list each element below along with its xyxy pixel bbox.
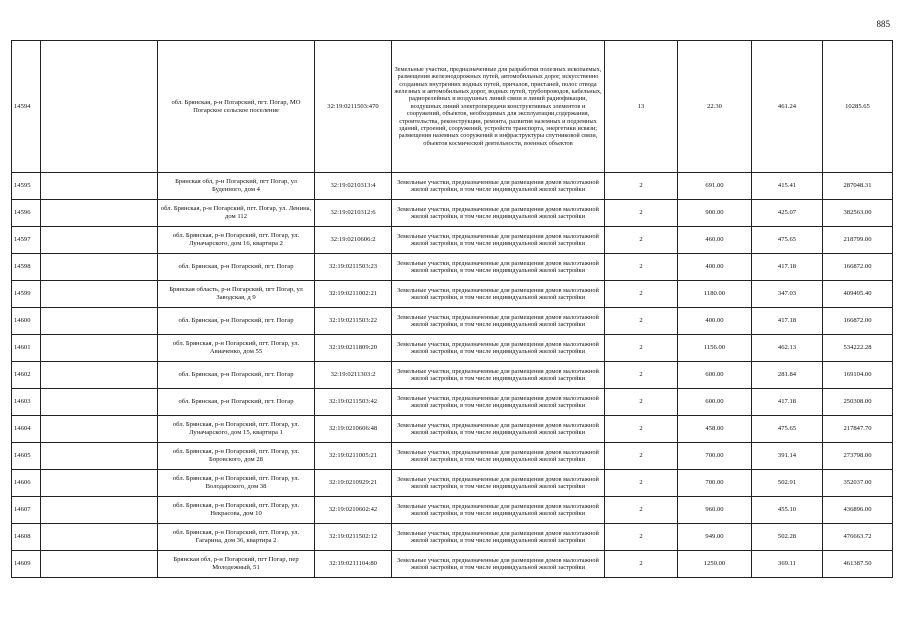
specific-value-cell: 475.65 [752, 227, 823, 254]
area-cell: 600.00 [678, 389, 752, 416]
land-use-cell: Земельные участки, предназначенные для размещения домов малоэтажной жилой застройки, в том числе индивидуальной жилой застройки [392, 443, 605, 470]
group-number-cell: 2 [605, 227, 678, 254]
table-row [12, 389, 893, 416]
cadastral-value-cell: 169104.00 [823, 362, 893, 389]
group-number-cell: 2 [605, 470, 678, 497]
record-id: 14607 [12, 497, 41, 524]
specific-value-cell: 281.84 [752, 362, 823, 389]
specific-value-cell: 502.28 [752, 524, 823, 551]
area-cell: 691.00 [678, 173, 752, 200]
blank-cell [41, 227, 158, 254]
area-cell: 460.00 [678, 227, 752, 254]
address-cell: обл. Брянская, р-н Погарский, пгт. Погар [158, 389, 315, 416]
group-number-cell: 2 [605, 416, 678, 443]
land-use-cell: Земельные участки, предназначенные для размещения домов малоэтажной жилой застройки, в том числе индивидуальной жилой застройки [392, 254, 605, 281]
address-cell: Брянская область, р-н Погарский, пгт Погар, ул Заводская, д 9 [158, 281, 315, 308]
area-cell: 22.30 [678, 41, 752, 173]
land-use-cell: Земельные участки, предназначенные для размещения домов малоэтажной жилой застройки, в том числе индивидуальной жилой застройки [392, 362, 605, 389]
area-cell: 900.00 [678, 200, 752, 227]
area-cell: 700.00 [678, 470, 752, 497]
blank-cell [41, 416, 158, 443]
group-number-cell: 2 [605, 335, 678, 362]
address-cell: обл. Брянская, р-н Погарский, пгт. Погар, ул. Боровского, дом 28 [158, 443, 315, 470]
table-row [12, 200, 893, 227]
cadastral-number-cell: 32:19:0211002:21 [315, 281, 392, 308]
area-cell: 458.00 [678, 416, 752, 443]
specific-value-cell: 502.91 [752, 470, 823, 497]
cadastral-number-cell: 32:19:0211005:21 [315, 443, 392, 470]
blank-cell [41, 41, 158, 173]
cadastral-value-cell: 166872.00 [823, 308, 893, 335]
address-cell: обл. Брянская, р-н Погарский, пгт. Погар [158, 308, 315, 335]
cadastral-value-cell: 436896.00 [823, 497, 893, 524]
record-id: 14608 [12, 524, 41, 551]
table-row [12, 362, 893, 389]
area-cell: 700.00 [678, 443, 752, 470]
land-use-cell: Земельные участки, предназначенные для размещения домов малоэтажной жилой застройки, в том числе индивидуальной жилой застройки [392, 497, 605, 524]
cadastral-number-cell: 32:19:0210606:48 [315, 416, 392, 443]
cadastral-number-cell: 32:19:0211809:20 [315, 335, 392, 362]
cadastral-value-table [11, 40, 893, 578]
record-id: 14597 [12, 227, 41, 254]
cadastral-number-cell: 32:19:0211503:42 [315, 389, 392, 416]
address-cell: обл. Брянская, р-н Погарский, пгт. Погар, ул. Володарского, дом 38 [158, 470, 315, 497]
record-id: 14603 [12, 389, 41, 416]
group-number-cell: 2 [605, 524, 678, 551]
record-id: 14604 [12, 416, 41, 443]
address-cell: обл. Брянская, р-н Погарский, пгт. Погар, ул. Ленина, дом 112 [158, 200, 315, 227]
address-cell: Брянская обл, р-н Погарский, пгт Погар, ул Буденного, дом 4 [158, 173, 315, 200]
record-id: 14609 [12, 551, 41, 578]
group-number-cell: 2 [605, 497, 678, 524]
record-id: 14595 [12, 173, 41, 200]
area-cell: 960.00 [678, 497, 752, 524]
cadastral-value-cell: 217847.70 [823, 416, 893, 443]
cadastral-number-cell: 32:19:0210312:6 [315, 200, 392, 227]
blank-cell [41, 335, 158, 362]
land-use-cell: Земельные участки, предназначенные для разработки полезных ископаемых, размещения железнодорожных путей, автомобильных дорог, искусственно созданных внутренних водных путей, причалов, пристаней, полос отвода железных и автомобильных дорог, водных путей, трубопроводов, кабельных, радиорелейных и воздушных линий связи и линий радиофикации, воздушных линий электропередачи конструктивных элементов и сооружений, объектов, необходимых для эксплуатации,содержания, строительства, реконструкции, ремонта, развития наземных и подземных зданий, строений, сооружений, устройств транспорта, энергетики исвязи; размещения наземных сооружений и инфраструктуры спутниковой связи, объектов космической деятельности, военных объектов [392, 41, 605, 173]
table-row [12, 443, 893, 470]
land-use-cell: Земельные участки, предназначенные для размещения домов малоэтажной жилой застройки, в том числе индивидуальной жилой застройки [392, 416, 605, 443]
record-id: 14596 [12, 200, 41, 227]
table-row [12, 551, 893, 578]
group-number-cell: 2 [605, 551, 678, 578]
address-cell: обл. Брянская, р-н Погарский, пгт. Погар, ул. Луначарского, дом 15, квартира 1 [158, 416, 315, 443]
record-id: 14594 [12, 41, 41, 173]
land-use-cell: Земельные участки, предназначенные для размещения домов малоэтажной жилой застройки, в том числе индивидуальной жилой застройки [392, 173, 605, 200]
blank-cell [41, 362, 158, 389]
cadastral-value-cell: 10285.65 [823, 41, 893, 173]
land-use-cell: Земельные участки, предназначенные для размещения домов малоэтажной жилой застройки, в том числе индивидуальной жилой застройки [392, 524, 605, 551]
table-row [12, 227, 893, 254]
cadastral-number-cell: 32:19:0211503:470 [315, 41, 392, 173]
page-number: 885 [876, 19, 890, 29]
blank-cell [41, 470, 158, 497]
cadastral-number-cell: 32:19:0210602:42 [315, 497, 392, 524]
area-cell: 400.00 [678, 254, 752, 281]
table-row [12, 416, 893, 443]
blank-cell [41, 497, 158, 524]
land-use-cell: Земельные участки, предназначенные для размещения домов малоэтажной жилой застройки, в том числе индивидуальной жилой застройки [392, 227, 605, 254]
area-cell: 1250.00 [678, 551, 752, 578]
group-number-cell: 2 [605, 389, 678, 416]
specific-value-cell: 417.18 [752, 308, 823, 335]
land-use-cell: Земельные участки, предназначенные для размещения домов малоэтажной жилой застройки, в том числе индивидуальной жилой застройки [392, 470, 605, 497]
cadastral-value-cell: 476663.72 [823, 524, 893, 551]
address-cell: обл. Брянская, р-н Погарский, пгт. Погар, МО Погарское сельское поселение [158, 41, 315, 173]
group-number-cell: 2 [605, 308, 678, 335]
address-cell: обл. Брянская, р-н Погарский, пгт. Погар [158, 254, 315, 281]
land-use-cell: Земельные участки, предназначенные для размещения домов малоэтажной жилой застройки, в том числе индивидуальной жилой застройки [392, 200, 605, 227]
area-cell: 1180.00 [678, 281, 752, 308]
cadastral-value-cell: 166872.00 [823, 254, 893, 281]
cadastral-number-cell: 32:19:0211104:80 [315, 551, 392, 578]
specific-value-cell: 347.03 [752, 281, 823, 308]
specific-value-cell: 455.10 [752, 497, 823, 524]
blank-cell [41, 254, 158, 281]
table-row [12, 281, 893, 308]
table-row [12, 524, 893, 551]
specific-value-cell: 391.14 [752, 443, 823, 470]
record-id: 14605 [12, 443, 41, 470]
specific-value-cell: 425.07 [752, 200, 823, 227]
address-cell: Брянская обл, р-н Погарский, пгт Погар, пер Молодежный, 51 [158, 551, 315, 578]
group-number-cell: 2 [605, 200, 678, 227]
cadastral-value-cell: 218799.00 [823, 227, 893, 254]
land-use-cell: Земельные участки, предназначенные для размещения домов малоэтажной жилой застройки, в том числе индивидуальной жилой застройки [392, 308, 605, 335]
table-row [12, 470, 893, 497]
blank-cell [41, 173, 158, 200]
cadastral-value-cell: 273798.00 [823, 443, 893, 470]
address-cell: обл. Брянская, р-н Погарский, пгт. Погар, ул. Гагарина, дом 36, квартира 2 [158, 524, 315, 551]
address-cell: обл. Брянская, р-н Погарский, пгт. Погар, ул. Авиаченко, дом 55 [158, 335, 315, 362]
cadastral-value-cell: 461387.50 [823, 551, 893, 578]
group-number-cell: 2 [605, 254, 678, 281]
area-cell: 949.00 [678, 524, 752, 551]
cadastral-value-cell: 352037.00 [823, 470, 893, 497]
cadastral-number-cell: 32:19:0210929:21 [315, 470, 392, 497]
cadastral-value-cell: 287048.31 [823, 173, 893, 200]
group-number-cell: 13 [605, 41, 678, 173]
cadastral-number-cell: 32:19:0211503:23 [315, 254, 392, 281]
land-use-cell: Земельные участки, предназначенные для размещения домов малоэтажной жилой застройки, в том числе индивидуальной жилой застройки [392, 335, 605, 362]
table-row [12, 254, 893, 281]
area-cell: 400.00 [678, 308, 752, 335]
blank-cell [41, 524, 158, 551]
land-use-cell: Земельные участки, предназначенные для размещения домов малоэтажной жилой застройки, в том числе индивидуальной жилой застройки [392, 281, 605, 308]
blank-cell [41, 551, 158, 578]
cadastral-value-cell: 250308.00 [823, 389, 893, 416]
specific-value-cell: 415.41 [752, 173, 823, 200]
land-use-cell: Земельные участки, предназначенные для размещения домов малоэтажной жилой застройки, в том числе индивидуальной жилой застройки [392, 551, 605, 578]
table-row [12, 497, 893, 524]
blank-cell [41, 200, 158, 227]
group-number-cell: 2 [605, 281, 678, 308]
table-row [12, 41, 893, 173]
blank-cell [41, 281, 158, 308]
area-cell: 1156.00 [678, 335, 752, 362]
specific-value-cell: 369.11 [752, 551, 823, 578]
blank-cell [41, 443, 158, 470]
group-number-cell: 2 [605, 362, 678, 389]
record-id: 14598 [12, 254, 41, 281]
address-cell: обл. Брянская, р-н Погарский, пгт. Погар, ул. Луначарского, дом 16, квартира 2 [158, 227, 315, 254]
blank-cell [41, 308, 158, 335]
specific-value-cell: 461.24 [752, 41, 823, 173]
table-row [12, 308, 893, 335]
table-row [12, 335, 893, 362]
cadastral-value-cell: 534222.28 [823, 335, 893, 362]
record-id: 14600 [12, 308, 41, 335]
cadastral-number-cell: 32:19:0210606:2 [315, 227, 392, 254]
record-id: 14599 [12, 281, 41, 308]
cadastral-value-cell: 382563.00 [823, 200, 893, 227]
area-cell: 600.00 [678, 362, 752, 389]
record-id: 14606 [12, 470, 41, 497]
group-number-cell: 2 [605, 443, 678, 470]
cadastral-number-cell: 32:19:0211503:22 [315, 308, 392, 335]
land-use-cell: Земельные участки, предназначенные для размещения домов малоэтажной жилой застройки, в том числе индивидуальной жилой застройки [392, 389, 605, 416]
blank-cell [41, 389, 158, 416]
group-number-cell: 2 [605, 173, 678, 200]
specific-value-cell: 417.18 [752, 254, 823, 281]
table-row [12, 173, 893, 200]
cadastral-value-cell: 409495.40 [823, 281, 893, 308]
record-id: 14601 [12, 335, 41, 362]
address-cell: обл. Брянская, р-н Погарский, пгт. Погар, ул. Некрасова, дом 10 [158, 497, 315, 524]
address-cell: обл. Брянская, р-н Погарский, пгт. Погар [158, 362, 315, 389]
cadastral-number-cell: 32:19:0211303:2 [315, 362, 392, 389]
specific-value-cell: 475.65 [752, 416, 823, 443]
specific-value-cell: 462.13 [752, 335, 823, 362]
cadastral-number-cell: 32:19:0210313:4 [315, 173, 392, 200]
record-id: 14602 [12, 362, 41, 389]
cadastral-number-cell: 32:19:0211502:12 [315, 524, 392, 551]
specific-value-cell: 417.18 [752, 389, 823, 416]
